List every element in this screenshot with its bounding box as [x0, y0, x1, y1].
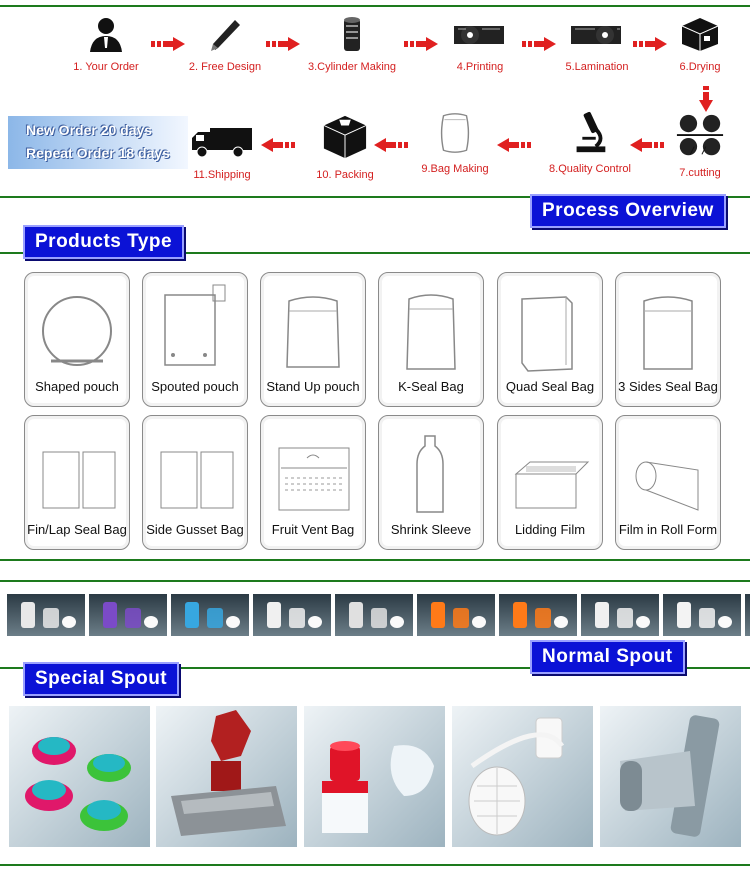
product-card [24, 272, 130, 407]
product-label: Spouted pouch [151, 379, 239, 394]
product-label: Quad Seal Bag [505, 379, 595, 394]
product-label: Film in Roll Form [618, 522, 718, 537]
step-label: 9.Bag Making [421, 163, 489, 175]
divider [0, 559, 750, 561]
special-spout-banner: Special Spout [23, 662, 179, 696]
step-label: 2. Free Design [188, 61, 262, 73]
step-printing [425, 16, 535, 73]
product-illustration [391, 283, 471, 375]
product-illustration [628, 426, 708, 518]
step-cutting [650, 112, 750, 179]
step-label: 3.Cylinder Making [307, 61, 397, 73]
divider [0, 864, 750, 866]
product-label: Shaped pouch [35, 379, 119, 394]
package-icon [322, 114, 368, 160]
special-spout-photo [452, 706, 593, 847]
product-card [260, 415, 366, 550]
product-card [615, 272, 721, 407]
step-packing [290, 114, 400, 181]
normal-spout-photo [335, 594, 413, 636]
step-label: 6.Drying [679, 61, 721, 73]
normal-spout-photo [7, 594, 85, 636]
lamination-roll-icon [569, 16, 625, 52]
truck-icon [190, 124, 254, 160]
divider [0, 580, 750, 582]
product-illustration [391, 426, 471, 518]
normal-spout-banner: Normal Spout [530, 640, 685, 674]
product-illustration [155, 426, 235, 518]
step-label: 4.Printing [456, 61, 504, 73]
product-illustration [628, 283, 708, 375]
new-order-time: New Order 20 days [26, 122, 153, 138]
product-card [142, 415, 248, 550]
special-spout-photo [9, 706, 150, 847]
product-label: Shrink Sleeve [390, 522, 472, 537]
normal-spout-photo [663, 594, 741, 636]
product-illustration [155, 283, 235, 375]
product-illustration [510, 283, 590, 375]
product-card [497, 415, 603, 550]
product-illustration [273, 426, 353, 518]
special-spout-photo [156, 706, 297, 847]
repeat-order-time: Repeat Order 18 days [26, 145, 170, 161]
normal-spout-photo [417, 594, 495, 636]
step-free-design [170, 16, 280, 73]
bag-icon [435, 110, 475, 156]
step-label: 10. Packing [316, 169, 374, 181]
microscope-icon [570, 110, 610, 156]
person-icon [86, 16, 126, 52]
printing-roll-icon [452, 16, 508, 52]
step-cylinder-making [297, 16, 407, 73]
step-label: 5.Lamination [565, 61, 629, 73]
product-card [260, 272, 366, 407]
step-quality-control [535, 110, 645, 175]
product-illustration [37, 426, 117, 518]
product-card [497, 272, 603, 407]
product-label: Lidding Film [514, 522, 586, 537]
cutting-rollers-icon [672, 112, 728, 162]
product-illustration [273, 283, 353, 375]
step-label: 11.Shipping [193, 169, 251, 181]
normal-spout-photo [89, 594, 167, 636]
step-bag-making [400, 110, 510, 175]
normal-spout-photo [171, 594, 249, 636]
normal-spout-photo [745, 594, 750, 636]
box-icon [680, 16, 720, 52]
step-label: 7.cutting [679, 167, 721, 179]
lead-time-panel [8, 116, 188, 169]
step-label: 1. Your Order [73, 61, 139, 73]
normal-spout-photo [253, 594, 331, 636]
product-label: Fin/Lap Seal Bag [27, 522, 127, 537]
pen-icon [205, 16, 245, 52]
product-illustration [37, 283, 117, 375]
product-label: Stand Up pouch [266, 379, 360, 394]
product-label: Side Gusset Bag [146, 522, 244, 537]
product-label: 3 Sides Seal Bag [618, 379, 718, 394]
product-illustration [510, 426, 590, 518]
product-card [378, 272, 484, 407]
cylinder-icon [332, 16, 372, 52]
product-label: Fruit Vent Bag [271, 522, 355, 537]
step-label: 8.Quality Control [549, 163, 631, 175]
step-drying [650, 16, 750, 73]
divider-top [0, 5, 750, 7]
product-card [615, 415, 721, 550]
arrow-right-icon [266, 37, 300, 51]
product-label: K-Seal Bag [398, 379, 464, 394]
product-card [378, 415, 484, 550]
normal-spout-photo [499, 594, 577, 636]
special-spout-photo [600, 706, 741, 847]
step-your-order [51, 16, 161, 73]
products-type-banner: Products Type [23, 225, 184, 259]
product-card [142, 272, 248, 407]
special-spout-photo [304, 706, 445, 847]
normal-spout-photo [581, 594, 659, 636]
process-overview-banner: Process Overview [530, 194, 726, 228]
product-card [24, 415, 130, 550]
